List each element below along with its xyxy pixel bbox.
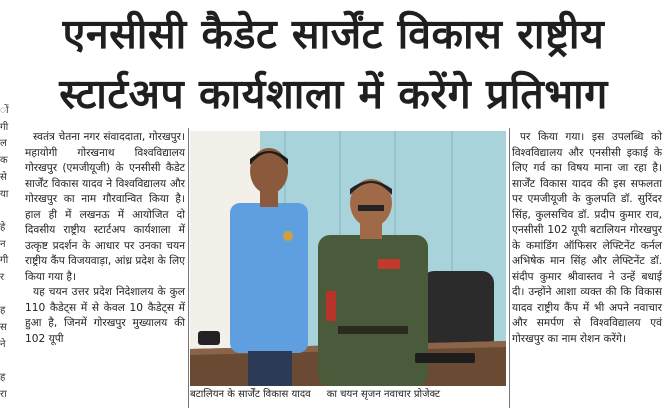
edge-fragment: स: [0, 322, 7, 334]
caption-part-2: का चयन सृजन नवाचार प्रोजेक्ट: [326, 389, 441, 400]
edge-fragment: क: [0, 155, 8, 167]
person-1-shirt: [230, 203, 308, 353]
desk-tablet: [415, 353, 475, 363]
article-left-column: [25, 130, 185, 347]
edge-fragment: रा: [0, 388, 7, 400]
edge-fragment: र: [0, 272, 5, 284]
caption-part-1: बटालियन के सार्जेंट विकास यादव: [190, 389, 311, 400]
edge-fragment: ने: [0, 338, 6, 350]
article-right-column: [512, 130, 662, 347]
edge-fragment: ह: [0, 372, 6, 384]
person-1-face: [250, 148, 288, 194]
edge-fragment: ह: [0, 305, 6, 317]
edge-fragment: न: [0, 238, 6, 250]
adjacent-article-fragments: [0, 103, 10, 404]
edge-fragment: से: [0, 171, 7, 183]
edge-fragment: [0, 287, 10, 304]
person-1-trousers: [248, 351, 292, 386]
column-rule-right: [509, 128, 510, 408]
person-2-glasses: [358, 205, 384, 211]
person-1-badge: [283, 231, 293, 241]
edge-fragment: [0, 354, 10, 371]
headline-line-2: स्टार्टअप कार्यशाला में करेंगे प्रतिभाग: [59, 70, 608, 118]
edge-fragment: गी: [0, 255, 9, 267]
person-2-lanyard: [326, 291, 336, 321]
edge-fragment: [0, 203, 10, 220]
left-paragraph-1: स्वतंत्र चेतना नगर संवाददाता, गोरखपुर। महायोगी गोरखनाथ विश्वविद्यालय गोरखपुर (एमजीयूजी) के एनसीसी कैडेट सार्जेंट विकास यादव ने विश्वविद्यालय और गोरखपुर का नाम गौरवान्वित किया है। हाल ही में लखनऊ में आयोजित दो दिवसीय राष्ट्रीय स्टार्टअप कार्यशाला में उत्कृष्ट प्रदर्शन के आधार पर उनका चयन राष्ट्रीय कैंप विजयवाड़ा, आंध्र प्रदेश के लिए किया गया है।: [25, 131, 185, 283]
desk-phone: [198, 331, 220, 345]
edge-fragment: या: [0, 188, 9, 200]
edge-fragment: ल: [0, 138, 7, 150]
edge-fragment: ों: [0, 105, 9, 116]
office-chair: [422, 271, 494, 351]
edge-fragment: गी: [0, 121, 9, 133]
photo-caption: [190, 388, 506, 402]
person-2-belt: [338, 326, 408, 334]
photo-illustration: [190, 131, 506, 386]
left-paragraph-2: यह चयन उत्तर प्रदेश निदेशालय के कुल 110 कैडेट्स में से केवल 10 कैडेट्स में हुआ है, जिनमें गोरखपुर मुख्यालय की 102 यूपी: [25, 286, 185, 345]
headline-line-1: एनसीसी कैडेट सार्जेंट विकास राष्ट्रीय: [62, 10, 605, 58]
person-2-ribbons: [378, 259, 400, 269]
edge-fragment: हे: [0, 221, 6, 233]
right-paragraph-1: पर किया गया। इस उपलब्धि को विश्वविद्यालय और एनसीसी इकाई के लिए गर्व का विषय माना जा रहा है। सार्जेंट विकास यादव की इस सफलता पर एमजीयूजी के कुलपति डॉ. सुरिंदर सिंह, कुलसचिव डॉ. प्रदीप कुमार राव, एनसीसी 102 यूपी बटालियन गोरखपुर के कमांडिंग ऑफिसर लेफ्टिनेंट कर्नल अभिषेक मान सिंह और लेफ्टिनेंट डॉ. संदीप कुमार श्रीवास्तव ने उन्हें बधाई दी। उन्होंने आशा व्यक्त की कि विकास यादव राष्ट्रीय कैंप में भी अपने नवाचार और समर्पण से विश्वविद्यालय एवं गोरखपुर का नाम रोशन करेंगे।: [512, 131, 662, 345]
news-photo: [190, 131, 506, 386]
column-rule-left: [188, 128, 189, 408]
